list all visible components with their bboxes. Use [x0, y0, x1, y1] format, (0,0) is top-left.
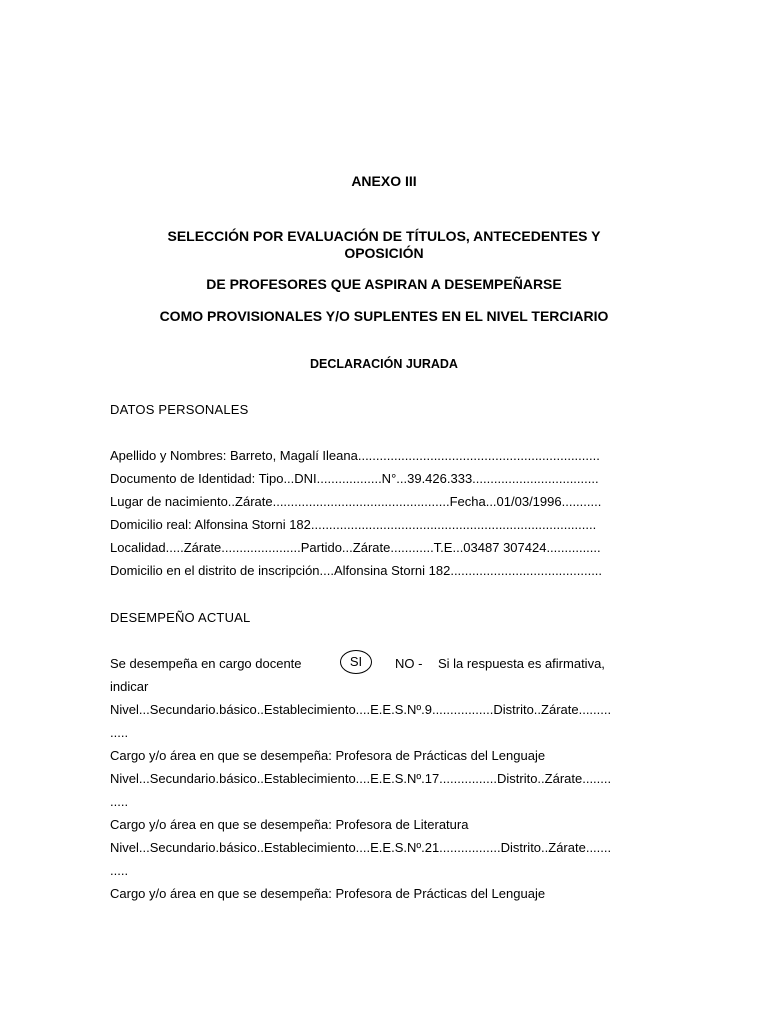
position-level-1-continuation: ..... — [110, 725, 129, 740]
personal-line-birth: Lugar de nacimiento..Zárate.................................................Fecha...01/03/1996........... — [110, 494, 602, 509]
yes-option-circled: SI — [340, 650, 372, 674]
declaration-title: DECLARACIÓN JURADA — [310, 357, 458, 371]
teaching-question: Se desempeña en cargo docente — [110, 656, 302, 671]
no-option: NO - — [395, 656, 423, 671]
title-line-3: DE PROFESORES QUE ASPIRAN A DESEMPEÑARSE — [206, 276, 562, 292]
title-line-2: OPOSICIÓN — [344, 245, 424, 261]
personal-data-heading: DATOS PERSONALES — [110, 402, 249, 417]
position-level-3-continuation: ..... — [110, 863, 129, 878]
title-line-1: SELECCIÓN POR EVALUACIÓN DE TÍTULOS, ANTECEDENTES Y — [167, 228, 601, 244]
personal-line-locality: Localidad.....Zárate......................Partido...Zárate............T.E...03487 307424............... — [110, 540, 601, 555]
position-level-3: Nivel...Secundario.básico..Establecimiento....E.E.S.Nº.21.................Distrito..Zárate....... — [110, 840, 612, 855]
position-role-3: Cargo y/o área en que se desempeña: Profesora de Prácticas del Lenguaje — [110, 886, 546, 901]
annex-title: ANEXO III — [351, 173, 417, 189]
position-role-1: Cargo y/o área en que se desempeña: Profesora de Prácticas del Lenguaje — [110, 748, 546, 763]
personal-line-document: Documento de Identidad: Tipo...DNI..................N°...39.426.333................................... — [110, 471, 599, 486]
title-line-4: COMO PROVISIONALES Y/O SUPLENTES EN EL NIVEL TERCIARIO — [159, 308, 609, 324]
position-role-2: Cargo y/o área en que se desempeña: Profesora de Literatura — [110, 817, 469, 832]
position-level-2: Nivel...Secundario.básico..Establecimiento....E.E.S.Nº.17................Distrito..Zárate........ — [110, 771, 612, 786]
indicate-label: indicar — [110, 679, 149, 694]
affirmative-instruction: Si la respuesta es afirmativa, — [438, 656, 605, 671]
personal-line-address: Domicilio real: Alfonsina Storni 182............................................................................... — [110, 517, 597, 532]
personal-line-name: Apellido y Nombres: Barreto, Magalí Ileana................................................................... — [110, 448, 600, 463]
personal-line-district-address: Domicilio en el distrito de inscripción....Alfonsina Storni 182.......................................... — [110, 563, 603, 578]
position-level-1: Nivel...Secundario.básico..Establecimiento....E.E.S.Nº.9.................Distrito..Zárate......... — [110, 702, 612, 717]
position-level-2-continuation: ..... — [110, 794, 129, 809]
current-performance-heading: DESEMPEÑO ACTUAL — [110, 610, 251, 625]
